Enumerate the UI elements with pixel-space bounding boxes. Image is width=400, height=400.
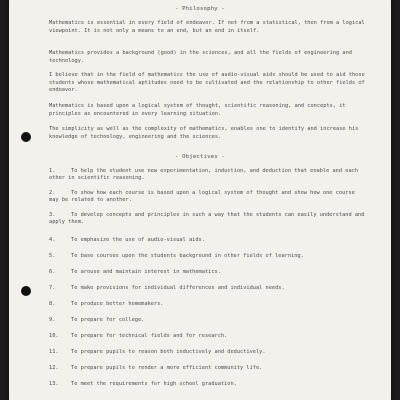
objective-text: To emphasize the use of audio-visual aids.	[71, 237, 205, 243]
objective-number: 13.	[49, 381, 59, 387]
document-page	[9, 0, 391, 400]
objective-item	[49, 301, 367, 308]
objective-item	[49, 381, 367, 388]
objective-text: To arouse and maintain interest in mathematics.	[71, 269, 221, 275]
philosophy-paragraph-3: I believe that in the field of mathematics the use of audio-visual aids should be used to aid those students whose mathematical aptitudes need to be cultivated and the relationship to other fields of endeavor.	[49, 72, 365, 94]
objective-item	[49, 365, 367, 372]
objective-text: To prepare for technical fields and for research.	[71, 333, 228, 339]
philosophy-paragraph-4: Mathematics is based upon a logical system of thought, scientific reasoning, and concepts, it principles as encountered in every learning situation.	[49, 103, 346, 117]
objective-item	[49, 190, 367, 205]
objective-item	[49, 253, 367, 260]
objective-text: To show how each course is based upon a logical system of thought and show how one course may be related to another.	[49, 190, 355, 204]
objective-text: To produce better homemakers.	[71, 301, 164, 307]
objective-item	[49, 317, 367, 324]
objective-number: 12.	[49, 365, 59, 371]
punch-hole-top	[21, 132, 31, 142]
objective-text: To help the student use new experimentation, induction, and deduction that enable and each other in scientific reasoning.	[49, 168, 359, 182]
objective-text: To prepare for college.	[71, 317, 145, 323]
objective-number: 1.	[49, 168, 56, 174]
objective-item	[49, 349, 367, 356]
objective-item	[49, 168, 367, 183]
objective-item	[49, 333, 367, 340]
philosophy-paragraph-2: Mathematics provides a background (good) in the sciences, and all the fields of engineering and technology.	[49, 50, 352, 64]
objective-number: 7.	[49, 285, 56, 291]
objective-number: 10.	[49, 333, 59, 339]
objective-text: To develop concepts and principles in such a way that the students can easily understand and apply them.	[49, 212, 365, 226]
punch-hole-bottom	[21, 286, 31, 296]
objectives-heading: - Objectives -	[175, 154, 225, 160]
objective-item	[49, 269, 367, 276]
objective-number: 11.	[49, 349, 59, 355]
objective-number: 4.	[49, 237, 56, 243]
objective-number: 8.	[49, 301, 56, 307]
philosophy-paragraph-5: The simplicity as well as the complexity of mathematics, enables one to identify and increase his knowledge of technology, engineering and the sciences.	[49, 126, 359, 140]
objective-number: 5.	[49, 253, 56, 259]
objective-text: To prepare pupils to render a more efficient community life.	[71, 365, 263, 371]
objective-number: 6.	[49, 269, 56, 275]
objective-item	[49, 237, 367, 244]
objective-number: 3.	[49, 212, 56, 218]
objective-text: To meet the requirements for high school graduation.	[71, 381, 237, 387]
objective-text: To prepare pupils to reason both inductively and deductively.	[71, 349, 266, 355]
objective-item	[49, 212, 367, 227]
objective-number: 9.	[49, 317, 56, 323]
philosophy-heading: - Philosophy -	[175, 6, 225, 12]
objective-text: To base courses upon the students background in other fields of learning.	[71, 253, 304, 259]
objective-item	[49, 285, 367, 292]
objective-text: To make provisions for individual differences and individual needs.	[71, 285, 285, 291]
objective-number: 2.	[49, 190, 56, 196]
philosophy-paragraph-1: Mathematics is essential in every field of endeavor. If not from a statistical, then from a logical viewpoint. It is not only a means to an end, but an end in itself.	[49, 20, 365, 34]
